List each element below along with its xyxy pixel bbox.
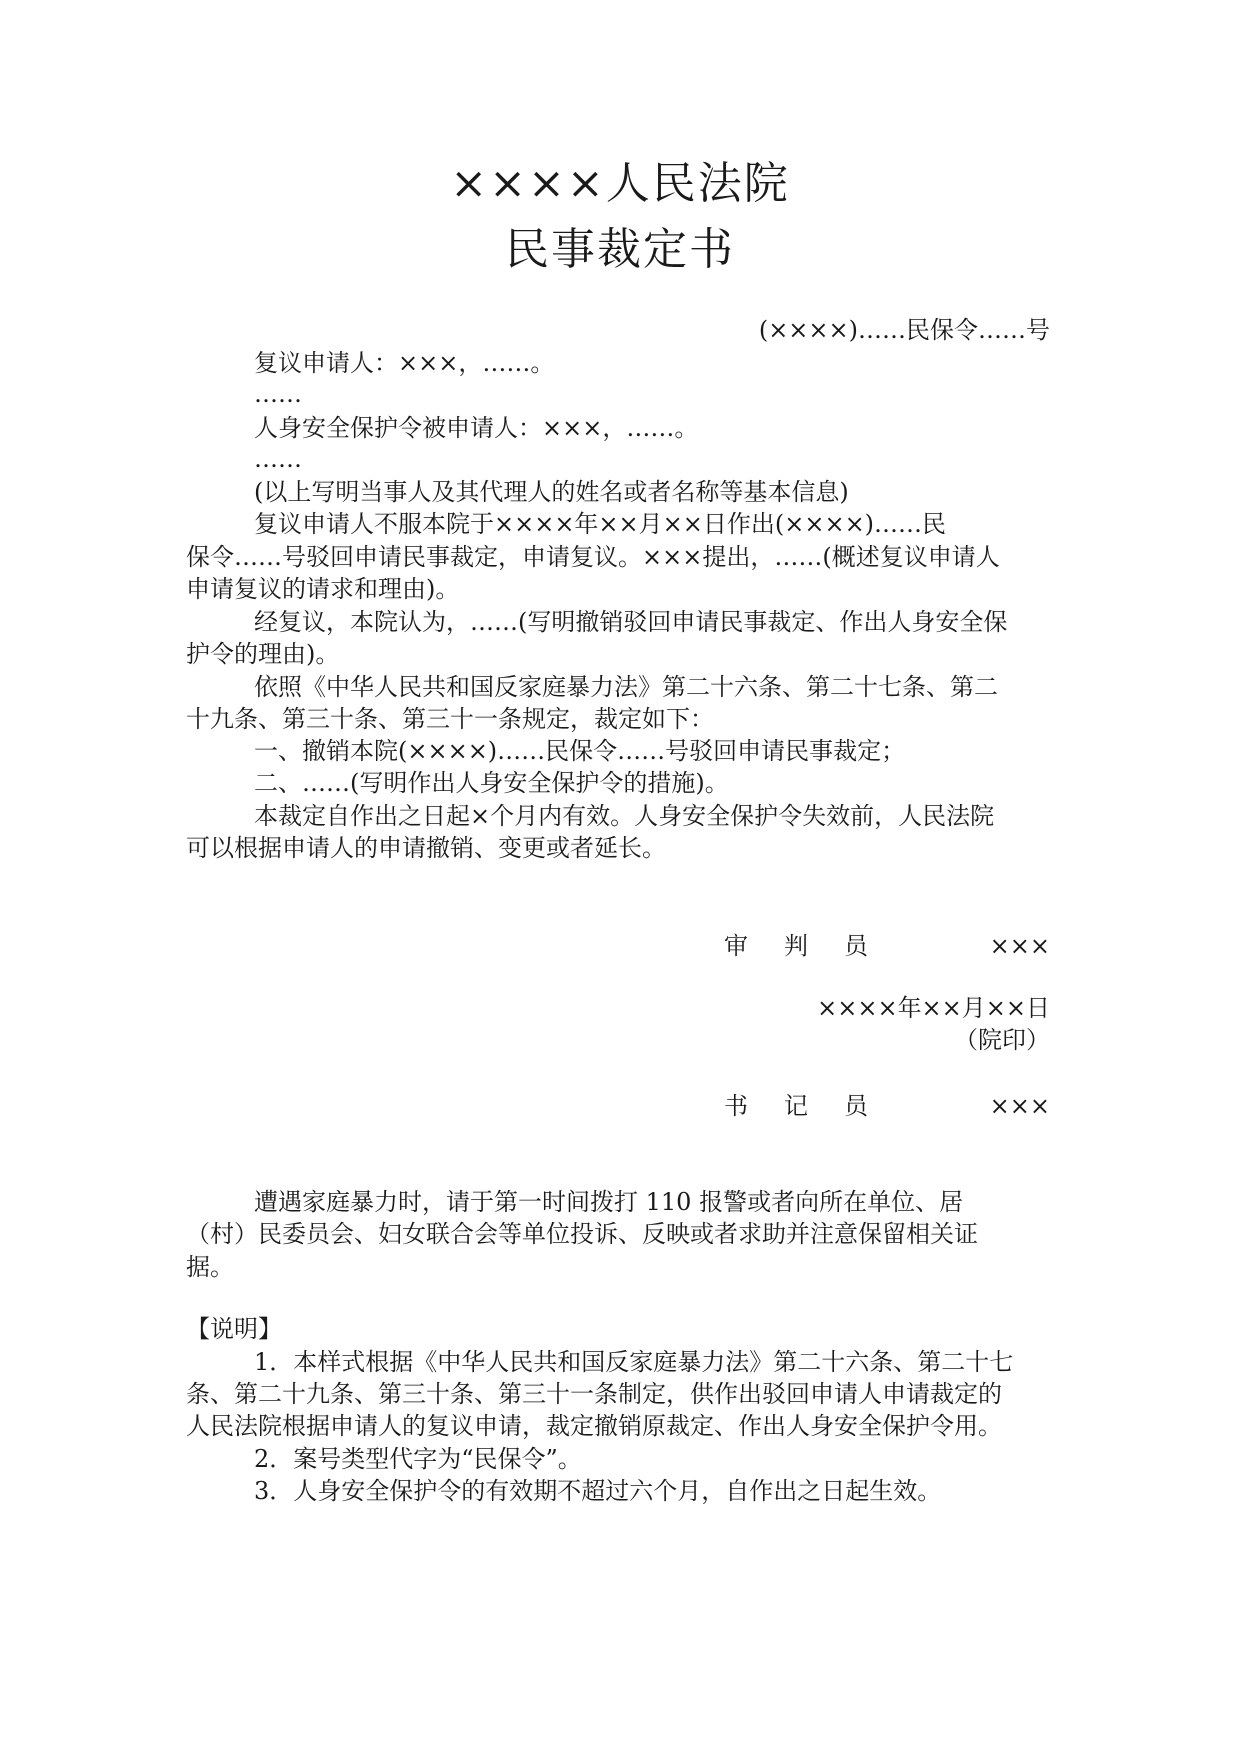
body-paragraph-3-line-2: 十九条、第三十条、第三十一条规定，裁定如下： [186, 705, 714, 733]
body-paragraph-3-line-1: 依照《中华人民共和国反家庭暴力法》第二十六条、第二十七条、第二 [254, 673, 998, 701]
explanation-item-1-line-1: 1．本样式根据《中华人民共和国反家庭暴力法》第二十六条、第二十七 [254, 1348, 1014, 1376]
respondent-line: 人身安全保护令被申请人：×××，……。 [254, 414, 699, 442]
explanation-item-2: 2．案号类型代字为“民保令”。 [254, 1445, 582, 1473]
court-seal: （院印） [954, 1026, 1050, 1054]
court-name: ××××人民法院 [450, 158, 790, 209]
applicant-line: 复议申请人：×××，……。 [254, 349, 555, 377]
warning-line-2: （村）民委员会、妇女联合会等单位投诉、反映或者求助并注意保留相关证 [186, 1220, 978, 1248]
ruling-item-1: 一、撤销本院(××××)……民保令……号驳回申请民事裁定； [254, 737, 906, 765]
body-paragraph-1-line-1: 复议申请人不服本院于××××年××月××日作出(××××)……民 [254, 510, 947, 538]
ruling-item-2: 二、……(写明作出人身安全保护令的措施)。 [254, 769, 729, 797]
clerk-label: 书记员 [724, 1092, 904, 1120]
document-title: 民事裁定书 [505, 224, 735, 275]
body-paragraph-2-line-1: 经复议，本院认为，……(写明撤销驳回申请民事裁定、作出人身安全保 [254, 608, 1008, 636]
body-paragraph-1-line-2: 保令……号驳回申请民事裁定，申请复议。×××提出，……(概述复议申请人 [186, 543, 1000, 571]
warning-line-3: 据。 [186, 1253, 234, 1281]
explanation-item-3: 3．人身安全保护令的有效期不超过六个月，自作出之日起生效。 [254, 1477, 942, 1505]
case-number: (××××)……民保令……号 [758, 316, 1050, 344]
explanation-heading: 【说明】 [186, 1315, 282, 1343]
ruling-date: ××××年××月××日 [817, 994, 1050, 1022]
body-paragraph-1-line-3: 申请复议的请求和理由)。 [186, 575, 460, 603]
body-paragraph-4-line-2: 可以根据申请人的申请撤销、变更或者延长。 [186, 834, 666, 862]
explanation-item-1-line-2: 条、第二十九条、第三十条、第三十一条制定，供作出驳回申请人申请裁定的 [186, 1380, 1002, 1408]
party-info-note: (以上写明当事人及其代理人的姓名或者名称等基本信息) [254, 478, 849, 506]
respondent-ellipsis: …… [254, 445, 302, 473]
clerk-name: ××× [989, 1092, 1050, 1120]
applicant-ellipsis: …… [254, 380, 302, 408]
judge-label: 审判员 [724, 932, 904, 960]
judge-name: ××× [989, 932, 1050, 960]
warning-line-1: 遭遇家庭暴力时，请于第一时间拨打 110 报警或者向所在单位、居 [254, 1188, 964, 1216]
body-paragraph-2-line-2: 护令的理由)。 [186, 640, 340, 668]
body-paragraph-4-line-1: 本裁定自作出之日起×个月内有效。人身安全保护令失效前，人民法院 [254, 802, 995, 830]
explanation-item-1-line-3: 人民法院根据申请人的复议申请，裁定撤销原裁定、作出人身安全保护令用。 [186, 1412, 1002, 1440]
